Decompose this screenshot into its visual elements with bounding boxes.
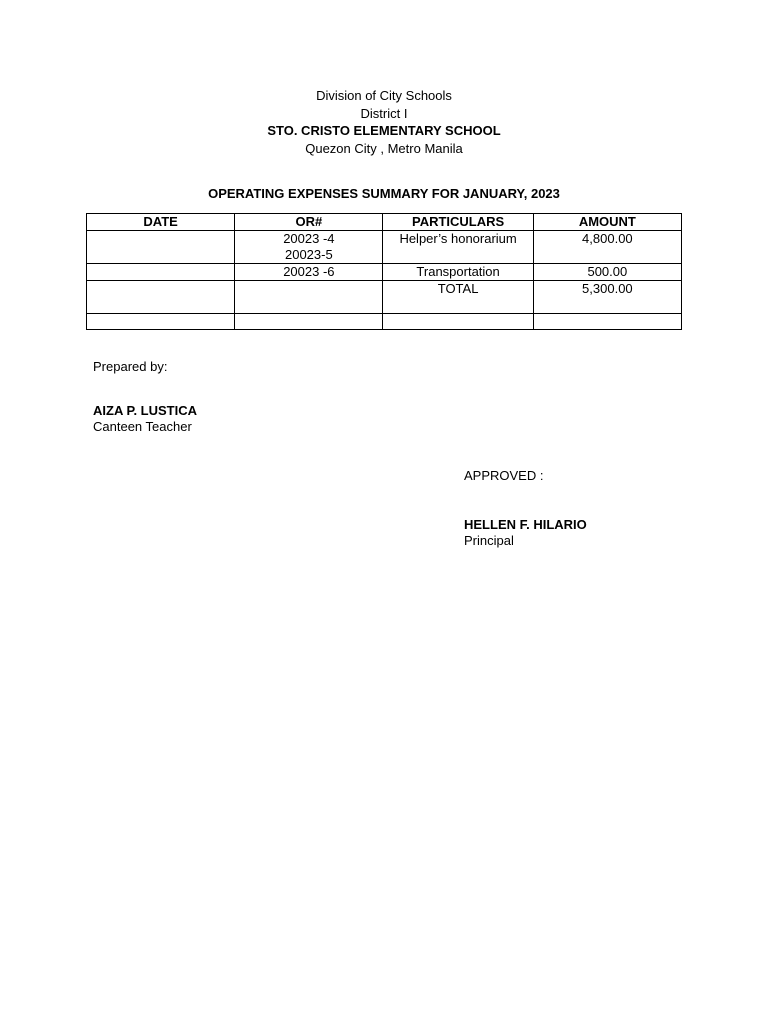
particulars-cell: Transportation <box>383 264 533 281</box>
or-number-column-header: OR# <box>235 214 383 231</box>
total-row <box>87 281 682 314</box>
report-title: OPERATING EXPENSES SUMMARY FOR JANUARY, 2023 <box>208 186 560 201</box>
approver-position: Principal <box>464 533 514 548</box>
approver-name: HELLEN F. HILARIO <box>464 517 587 532</box>
approved-label: APPROVED : <box>464 468 544 483</box>
amount-cell: 500.00 <box>533 264 681 281</box>
approver-signature-block <box>464 517 587 549</box>
approved-block <box>464 468 543 484</box>
or-number-line: 20023-5 <box>284 247 333 262</box>
prepared-by-label: Prepared by: <box>93 359 168 374</box>
division-heading: Division of City Schools <box>316 88 452 103</box>
empty-cell <box>235 314 383 330</box>
or-number-cell <box>235 231 383 264</box>
particulars-cell: Helper’s honorarium <box>383 231 533 264</box>
empty-cell <box>87 314 235 330</box>
or-number-line: 20023 -4 <box>283 231 335 246</box>
preparer-signature-block <box>93 403 197 435</box>
particulars-column-header: PARTICULARS <box>383 214 533 231</box>
empty-cell <box>87 281 235 314</box>
amount-cell: 4,800.00 <box>533 231 681 264</box>
preparer-name: AIZA P. LUSTICA <box>93 403 198 418</box>
table-row <box>87 264 682 281</box>
empty-cell <box>533 314 681 330</box>
table-header-row <box>87 214 682 231</box>
school-name: STO. CRISTO ELEMENTARY SCHOOL <box>267 123 501 138</box>
empty-cell <box>235 281 383 314</box>
date-cell <box>87 264 235 281</box>
total-amount: 5,300.00 <box>533 281 681 314</box>
school-location: Quezon City , Metro Manila <box>305 141 463 156</box>
preparer-position: Canteen Teacher <box>93 419 192 434</box>
district-heading: District I <box>360 106 408 121</box>
expenses-table <box>86 213 682 330</box>
empty-cell <box>383 314 533 330</box>
blank-row <box>87 314 682 330</box>
date-column-header: DATE <box>87 214 235 231</box>
total-label: TOTAL <box>383 281 533 314</box>
prepared-by-block <box>93 359 167 375</box>
amount-column-header: AMOUNT <box>533 214 681 231</box>
table-row <box>87 231 682 264</box>
date-cell <box>87 231 235 264</box>
or-number-cell: 20023 -6 <box>235 264 383 281</box>
